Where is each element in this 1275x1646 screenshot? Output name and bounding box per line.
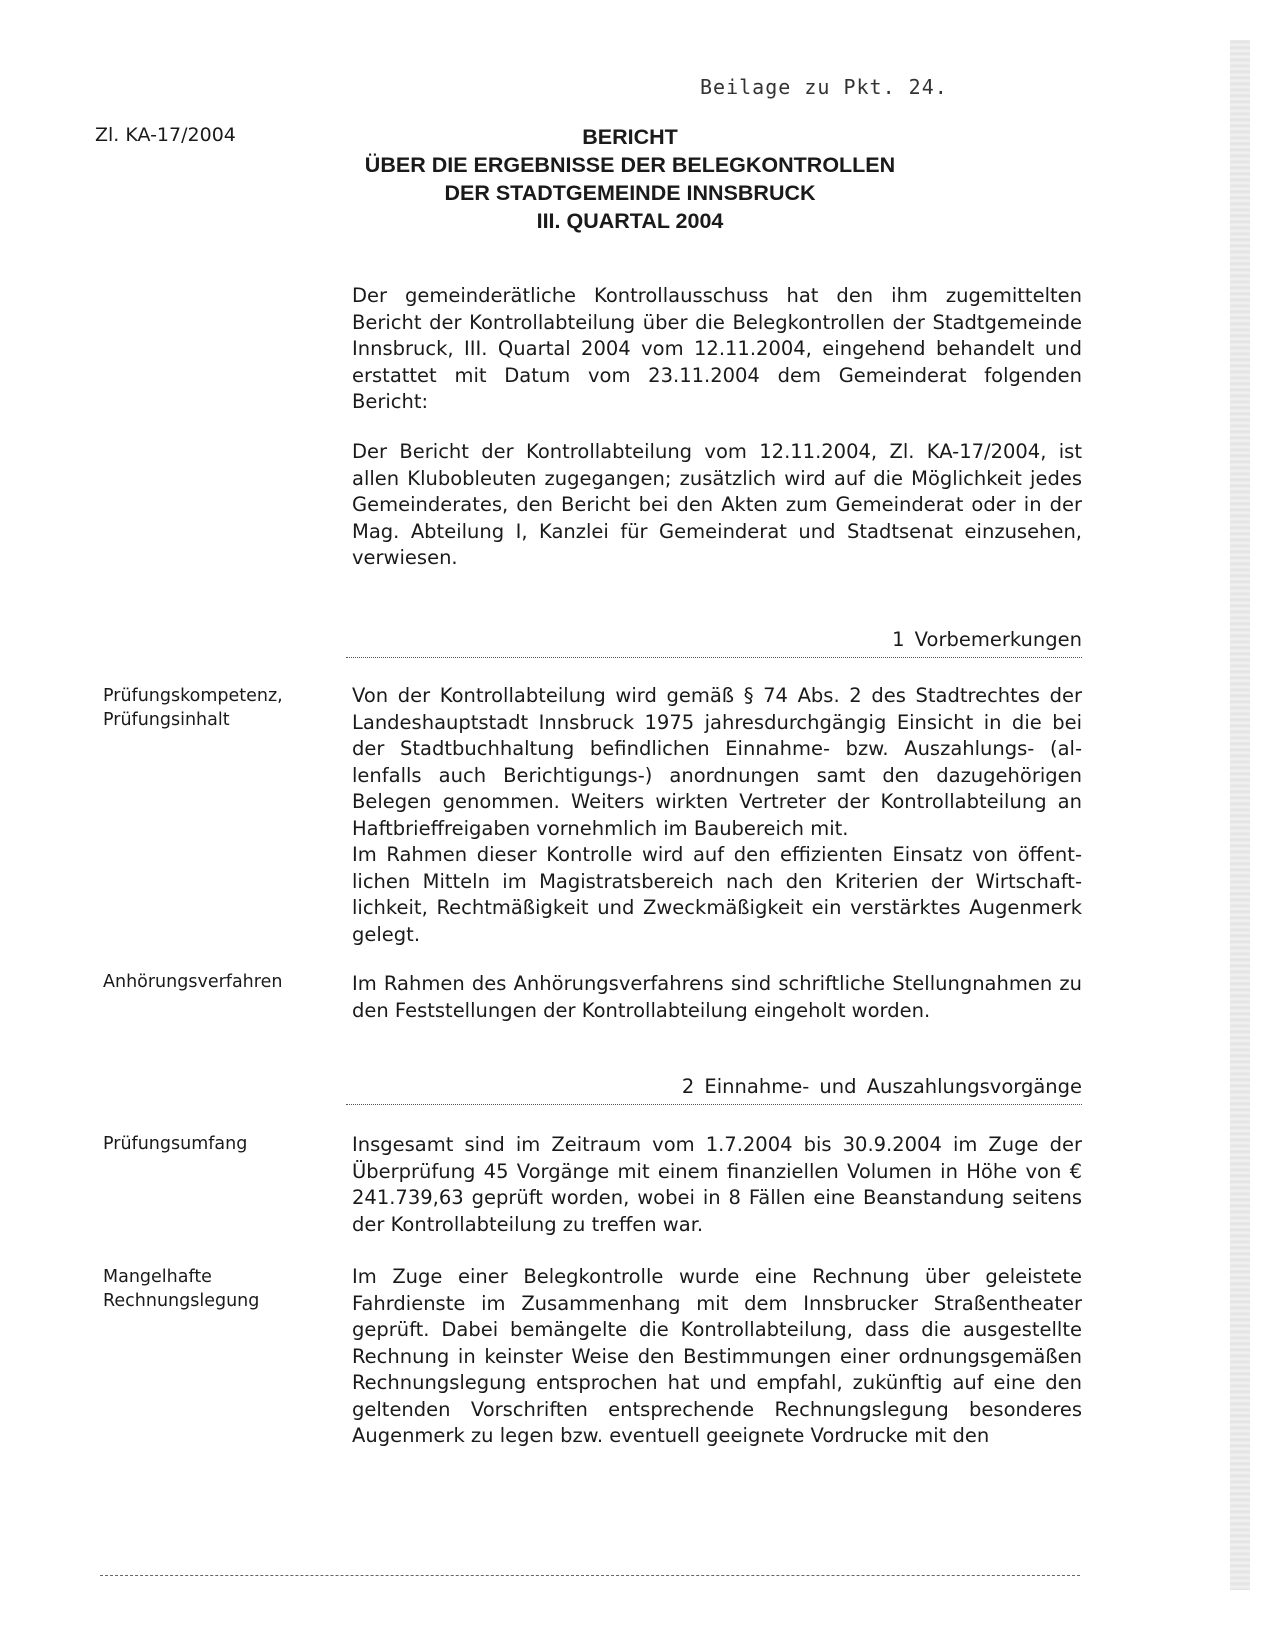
intro-paragraph-1: Der gemeinderätliche Kontrollausschuss hat den ihm zugemittelten Bericht der Kontrollabteilung über die Belegkontrollen der Stadtgemeinde Innsbruck, III. Quartal 2004 vom 12.11.2004, eingehend behandelt und erstattet mit Datum vom 23.11.2004 dem Gemeinderat folgenden Bericht:: [352, 284, 1082, 413]
section-heading-einnahme: [346, 1075, 1082, 1105]
title-line: ÜBER DIE ERGEBNISSE DER BELEGKONTROLLEN: [364, 153, 896, 177]
margin-note-anhoerungsverfahren: [103, 970, 282, 994]
stamp-annotation: Beilage zu Pkt. 24.: [700, 75, 948, 99]
section-heading-vorbemerkungen: [346, 628, 1082, 658]
paragraph-anhoerungsverfahren: Im Rahmen des Anhörungsverfahrens sind schriftliche Stellungnahmen zu den Feststellungen der Kontrollabteilung eingeholt worden.: [352, 972, 1082, 1022]
document-title: [360, 123, 900, 235]
margin-note-line: Prüfungskompetenz,: [103, 686, 283, 706]
section-heading-text: 1 Vorbemerkungen: [892, 628, 1082, 651]
margin-note-line: Mangelhafte: [103, 1267, 212, 1287]
intro-paragraph-2: Der Bericht der Kontrollabteilung vom 12.11.2004, Zl. KA-17/2004, ist allen Klubobleuten zugegangen; zusätzlich wird auf die Möglichkeit jedes Gemeinderates, den Bericht bei den Akten zum Gemeinderat oder in der Mag. Abteilung I, Kanzlei für Gemeinderat und Stadtsenat einzusehen, verwiesen.: [352, 440, 1082, 569]
margin-note-pruefungsumfang: [103, 1132, 247, 1156]
section-heading-text: 2 Einnahme- und Auszahlungsvorgänge: [681, 1075, 1082, 1098]
title-line: BERICHT: [582, 125, 678, 149]
margin-note-line: Prüfungsumfang: [103, 1134, 248, 1154]
paragraph-text: Von der Kontrollabteilung wird gemäß § 74 Abs. 2 des Stadtrechtes der Landeshauptstadt Innsbruck 1975 jahresdurchgängig Einsicht in die bei der Stadtbuchhaltung befindlichen Einnahme- bzw. Auszahlungs- (allenfalls auch Berichtigungs-) anordnungen samt den dazugehörigen Belegen genommen. Weiters wirkten Vertreter der Kontrollabteilung an Haftbrieffreigaben vornehmlich im Baubereich mit.: [352, 684, 1082, 840]
margin-note-rechnungslegung: [103, 1265, 259, 1313]
title-line: III. QUARTAL 2004: [536, 209, 724, 233]
paragraph-pruefungskompetenz: [352, 683, 1082, 948]
margin-note-pruefungskompetenz: [103, 684, 283, 732]
reference-number: Zl. KA-17/2004: [95, 124, 236, 146]
margin-note-line: Rechnungslegung: [103, 1291, 260, 1311]
title-line: DER STADTGEMEINDE INNSBRUCK: [444, 181, 816, 205]
footer-rule: [100, 1575, 1080, 1576]
scan-edge-artifact: [1230, 40, 1250, 1590]
margin-note-line: Prüfungsinhalt: [103, 710, 230, 730]
paragraph-text: Im Rahmen dieser Kontrolle wird auf den effizienten Einsatz von öffentlichen Mitteln im Magistratsbereich nach den Kriterien der Wirtschaftlichkeit, Rechtmäßigkeit und Zweckmäßigkeit ein verstärktes Augenmerk gelegt.: [352, 843, 1082, 946]
paragraph-rechnungslegung: Im Zuge einer Belegkontrolle wurde eine Rechnung über geleistete Fahrdienste im Zusammenhang mit dem Innsbrucker Straßentheater geprüft. Dabei bemängelte die Kontrollabteilung, dass die ausgestellte Rechnung in keinster Weise den Bestimmungen einer ordnungsgemäßen Rechnungslegung entsprochen hat und empfahl, zukünftig auf eine den geltenden Vorschriften entsprechende Rechnungslegung besonderes Augenmerk zu legen bzw. eventuell geeignete Vordrucke mit den: [352, 1265, 1082, 1447]
margin-note-line: Anhörungsverfahren: [103, 972, 283, 992]
paragraph-pruefungsumfang: Insgesamt sind im Zeitraum vom 1.7.2004 bis 30.9.2004 im Zuge der Überprüfung 45 Vorgänge mit einem finanziellen Volumen in Höhe von € 241.739,63 geprüft worden, wobei in 8 Fällen eine Beanstandung seitens der Kontrollabteilung zu treffen war.: [352, 1133, 1082, 1236]
